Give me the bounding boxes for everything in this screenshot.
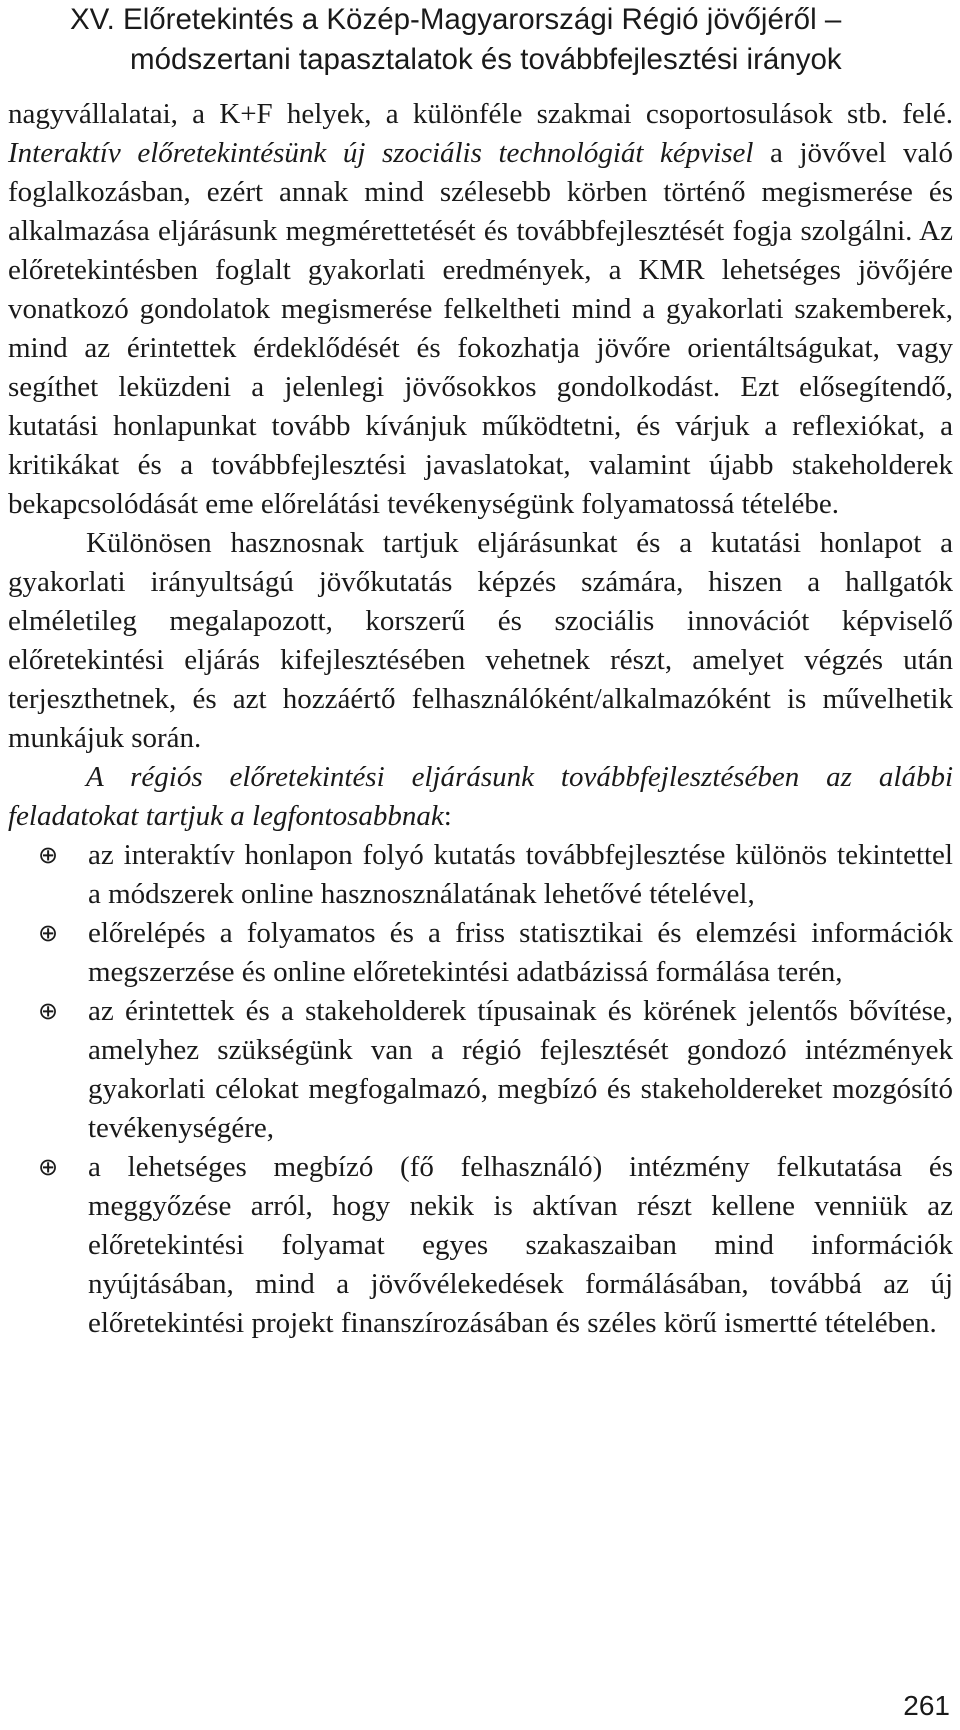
list-item <box>8 1148 953 1343</box>
paragraph-1-rest: a jövővel való foglalkozásban, ezért annak mind szélesebb körben történő megismerése és alkalmazása eljárásunk megmérettetését és továbbfejlesztését fogja szolgálni. Az előretekintésben foglalt gyakorlati eredmények, a KMR lehetséges jövőjére vonatkozó gondolatok megismerése felkeltheti mind a gyakorlati szakemberek, mind az érintettek érdeklődését és fokozhatja jövőre orientáltságukat, vagy segíthet leküzdeni a jelenlegi jövősokkos gondolkodást. Ezt elősegítendő, kutatási honlapunkat tovább kívánjuk működtetni, és várjuk a reflexiókat, a kritikákat és a továbbfejlesztési javaslatokat, valamint újabb stakeholderek bekapcsolódását eme előrelátási tevékenységünk folyamatossá tételébe. <box>8 137 953 520</box>
circled-plus-bullet-icon: ⊕ <box>38 997 59 1025</box>
list-item-text: előrelépés a folyamatos és a friss statisztikai és elemzési információk megszerzése és online előretekintési adatbázissá formálása terén, <box>88 917 953 988</box>
list-item <box>8 836 953 914</box>
list-item-text: az érintettek és a stakeholderek típusainak és körének jelentős bővítése, amelyhez szükségünk van a régió fejlesztését gondozó intézmények gyakorlati célokat megfogalmazó, megbízó és stakeholdereket mozgósító tevékenységére, <box>88 995 953 1144</box>
paragraph-2: Különösen hasznosnak tartjuk eljárásunkat és a kutatási honlapot a gyakorlati irányultságú jövőkutatás képzés számára, hiszen a hallgatók elméletileg megalapozott, korszerű és szociális innovációt képviselő előretekintési eljárás kifejlesztésében vehetnek részt, amelyet végzés után terjeszthetnek, és azt hozzáértő felhasználóként/alkalmazóként is művelhetik munkájuk során. <box>8 527 953 754</box>
header-line-2: módszertani tapasztalatok és továbbfejlesztési irányok <box>130 43 842 76</box>
paragraph-3 <box>8 758 953 836</box>
paragraph-1-italic: Interaktív előretekintésünk új szociális technológiát képvisel <box>8 137 754 169</box>
circled-plus-bullet-icon: ⊕ <box>38 919 59 947</box>
paragraph-1-start: nagyvállalatai, a K+F helyek, a különféle szakmai csoportosulások stb. felé. <box>8 98 953 130</box>
circled-plus-bullet-icon: ⊕ <box>38 1153 59 1181</box>
page-number: 261 <box>903 1690 950 1721</box>
paragraph-1 <box>8 95 953 524</box>
body-text <box>8 95 953 1343</box>
paragraph-3-colon: : <box>443 800 452 832</box>
list-item <box>8 914 953 992</box>
list-item <box>8 992 953 1148</box>
circled-plus-bullet-icon: ⊕ <box>38 841 59 869</box>
header-line-1: XV. Előretekintés a Közép-Magyarországi Régió jövőjéről – <box>70 3 842 36</box>
list-item-text: az interaktív honlapon folyó kutatás továbbfejlesztése különös tekintettel a módszerek online hasznosználatának lehetővé tételével, <box>88 839 953 910</box>
paragraph-3-italic: A régiós előretekintési eljárásunk továbbfejlesztésében az alábbi feladatokat tartjuk a legfontosabbnak <box>8 761 953 832</box>
list-item-text: a lehetséges megbízó (fő felhasználó) intézmény felkutatása és meggyőzése arról, hogy nekik is aktívan részt kellene venniük az előretekintési folyamat egyes szakaszaiban mind információk nyújtásában, mind a jövővélekedések formálásában, továbbá az új előretekintési projekt finanszírozásában és széles körű ismertté tételében. <box>88 1151 953 1339</box>
task-list <box>8 836 953 1343</box>
running-header <box>70 0 930 80</box>
